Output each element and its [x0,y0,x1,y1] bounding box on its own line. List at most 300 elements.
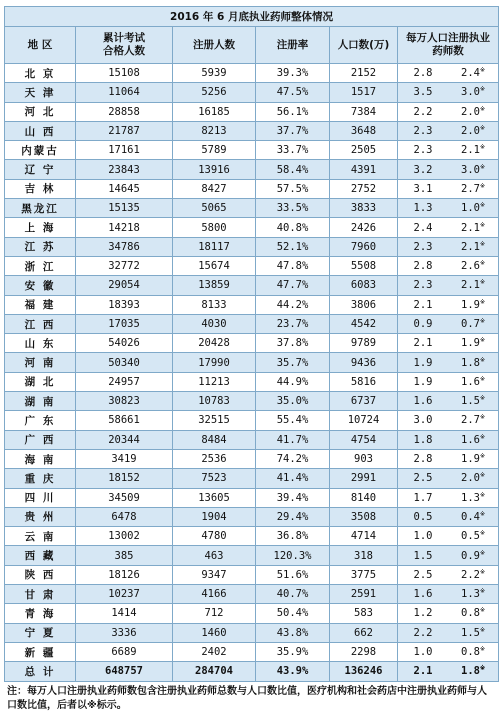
table-row [5,565,499,584]
cell-passed: 29054 [76,276,173,295]
cell-rate: 29.4% [256,507,330,526]
per-10k-total-value: 1.9 [413,356,433,369]
cell-region: 新 疆 [5,642,76,661]
cell-population: 583 [330,604,398,623]
marked-value-text: 1.5 [461,626,480,639]
cell-per-10k [398,469,499,488]
cell-population: 3648 [330,121,398,140]
marked-value-text: 1.3 [461,588,480,601]
cell-population: 318 [330,546,398,565]
marked-value-text: 1.3 [461,491,480,504]
cell-rate: 37.8% [256,334,330,353]
per-10k-marked-value [458,414,488,426]
per-10k-total-value: 1.6 [413,395,433,408]
footnote: 注：每万人口注册执业药师数包含注册执业药师总数与人口数比值，医疗机构和社会药店中注册执业药师与人口数比值，后者以※标示。 [7,685,487,711]
cell-registered: 284704 [173,662,256,681]
cell-population: 10724 [330,411,398,430]
cell-per-10k [398,642,499,661]
per-10k-marked-value [458,299,488,311]
cell-registered: 8213 [173,121,256,140]
cell-registered: 4030 [173,314,256,333]
marked-symbol: ※ [479,433,486,441]
table-row [5,527,499,546]
table-row [5,392,499,411]
cell-rate: 43.8% [256,623,330,642]
cell-registered: 8484 [173,430,256,449]
cell-population: 3833 [330,199,398,218]
cell-region: 辽 宁 [5,160,76,179]
cell-per-10k [398,623,499,642]
marked-value-text: 0.9 [461,549,480,562]
cell-region: 湖 北 [5,372,76,391]
table-row [5,295,499,314]
marked-value-text: 2.4 [461,67,480,80]
table-row [5,64,499,83]
cell-rate: 40.8% [256,218,330,237]
cell-registered: 1904 [173,507,256,526]
cell-rate: 37.7% [256,121,330,140]
cell-rate: 47.8% [256,256,330,275]
per-10k-total-value: 0.5 [413,510,433,523]
table-row [5,623,499,642]
marked-value-text: 2.1 [461,144,480,157]
cell-rate: 50.4% [256,604,330,623]
cell-population: 2505 [330,141,398,160]
table-row [5,353,499,372]
cell-registered: 8427 [173,179,256,198]
cell-region: 江 西 [5,314,76,333]
per-10k-total-value: 2.1 [413,665,433,678]
marked-value-text: 2.0 [461,125,480,138]
table-row [5,199,499,218]
cell-passed: 24957 [76,372,173,391]
per-10k-marked-value [458,530,488,542]
marked-symbol: ※ [479,626,486,634]
cell-registered: 13605 [173,488,256,507]
table-row [5,372,499,391]
cell-rate: 41.4% [256,469,330,488]
cell-per-10k [398,392,499,411]
marked-symbol: ※ [479,394,486,402]
per-10k-total-value: 3.0 [413,414,433,427]
cell-population: 2298 [330,642,398,661]
per-10k-marked-value [458,164,488,176]
marked-symbol: ※ [479,143,486,151]
cell-registered: 2402 [173,642,256,661]
per-10k-total-value: 3.5 [413,86,433,99]
cell-rate: 57.5% [256,179,330,198]
cell-per-10k [398,662,499,681]
table-row [5,411,499,430]
per-10k-total-value: 2.8 [413,453,433,466]
cell-passed: 30823 [76,392,173,411]
cell-passed: 14218 [76,218,173,237]
cell-registered: 15674 [173,256,256,275]
cell-registered: 2536 [173,449,256,468]
marked-value-text: 0.7 [461,318,480,330]
cell-per-10k [398,199,499,218]
cell-region: 江 苏 [5,237,76,256]
per-10k-marked-value [458,67,488,79]
cell-region: 浙 江 [5,256,76,275]
per-10k-marked-value [458,627,488,639]
marked-value-text: 2.0 [461,105,480,118]
per-10k-total-value: 2.3 [413,144,433,157]
cell-per-10k [398,507,499,526]
cell-passed: 15135 [76,199,173,218]
cell-rate: 35.9% [256,642,330,661]
per-10k-total-value: 2.3 [413,240,433,253]
cell-per-10k [398,334,499,353]
cell-population: 5816 [330,372,398,391]
per-10k-total-value: 1.0 [413,530,433,543]
header-region: 地 区 [5,27,76,64]
marked-symbol: ※ [479,471,486,479]
cell-rate: 23.7% [256,314,330,333]
cell-per-10k [398,372,499,391]
table-row [5,488,499,507]
per-10k-marked-value [458,357,488,369]
cell-population: 2591 [330,585,398,604]
pharmacist-table [4,6,499,682]
table-row [5,276,499,295]
cell-rate: 74.2% [256,449,330,468]
header-rate: 注册率 [256,27,330,64]
cell-population: 662 [330,623,398,642]
table-row [5,121,499,140]
cell-region: 四 川 [5,488,76,507]
cell-per-10k [398,179,499,198]
header-per-10k: 每万人口注册执业 药师数 [398,27,499,64]
cell-passed: 18152 [76,469,173,488]
cell-per-10k [398,546,499,565]
marked-value-text: 2.1 [461,279,480,292]
cell-passed: 11064 [76,83,173,102]
cell-region: 天 津 [5,83,76,102]
marked-value-text: 0.8 [461,607,480,620]
marked-symbol: ※ [479,201,486,209]
cell-per-10k [398,314,499,333]
cell-region: 陕 西 [5,565,76,584]
cell-region: 贵 州 [5,507,76,526]
cell-region: 福 建 [5,295,76,314]
per-10k-marked-value [458,472,488,484]
cell-per-10k [398,585,499,604]
cell-region: 甘 肃 [5,585,76,604]
cell-region: 云 南 [5,527,76,546]
header-population: 人口数(万) [330,27,398,64]
cell-registered: 4780 [173,527,256,546]
per-10k-total-value: 0.9 [413,318,433,330]
marked-symbol: ※ [479,336,486,344]
marked-value-text: 3.0 [461,86,480,99]
cell-per-10k [398,527,499,546]
cell-passed: 15108 [76,64,173,83]
cell-per-10k [398,488,499,507]
cell-per-10k [398,295,499,314]
marked-symbol: ※ [479,240,486,248]
per-10k-total-value: 2.1 [413,298,433,311]
marked-value-text: 1.9 [461,298,480,311]
cell-population: 9789 [330,334,398,353]
per-10k-marked-value [458,125,488,137]
marked-value-text: 1.6 [461,375,480,388]
per-10k-total-value: 1.6 [413,588,433,601]
per-10k-marked-value [458,434,488,446]
per-10k-marked-value [458,395,488,407]
cell-rate: 56.1% [256,102,330,121]
cell-per-10k [398,218,499,237]
cell-per-10k [398,237,499,256]
marked-value-text: 1.9 [461,337,480,350]
per-10k-marked-value [458,279,488,291]
per-10k-marked-value [458,376,488,388]
per-10k-marked-value [458,241,488,253]
marked-symbol: ※ [479,664,486,672]
marked-symbol: ※ [479,105,486,113]
cell-registered: 20428 [173,334,256,353]
table-row [5,642,499,661]
cell-passed: 28858 [76,102,173,121]
cell-region: 黑龙江 [5,199,76,218]
table-row [5,237,499,256]
cell-region: 海 南 [5,449,76,468]
cell-registered: 5939 [173,64,256,83]
cell-rate: 47.5% [256,83,330,102]
cell-per-10k [398,565,499,584]
table-row [5,334,499,353]
per-10k-marked-value [458,222,488,234]
cell-region: 上 海 [5,218,76,237]
per-10k-total-value: 1.5 [413,549,433,562]
cell-passed: 54026 [76,334,173,353]
marked-value-text: 3.0 [461,163,480,176]
marked-value-text: 0.8 [461,646,480,659]
per-10k-marked-value [458,569,488,581]
per-10k-total-value: 1.0 [413,646,433,659]
cell-population: 2991 [330,469,398,488]
per-10k-total-value: 2.3 [413,125,433,138]
per-10k-total-value: 2.8 [413,67,433,80]
marked-value-text: 2.6 [461,260,480,273]
table-row [5,314,499,333]
cell-passed: 50340 [76,353,173,372]
cell-population: 4754 [330,430,398,449]
marked-symbol: ※ [479,66,486,74]
cell-passed: 6478 [76,507,173,526]
marked-symbol: ※ [479,606,486,614]
cell-rate: 33.5% [256,199,330,218]
cell-registered: 5789 [173,141,256,160]
cell-registered: 9347 [173,565,256,584]
per-10k-marked-value [458,183,488,195]
marked-value-text: 1.6 [461,433,480,446]
cell-population: 136246 [330,662,398,681]
table-row [5,160,499,179]
cell-registered: 463 [173,546,256,565]
cell-rate: 41.7% [256,430,330,449]
marked-symbol: ※ [479,298,486,306]
cell-rate: 36.8% [256,527,330,546]
cell-passed: 20344 [76,430,173,449]
marked-symbol: ※ [479,645,486,653]
cell-population: 8140 [330,488,398,507]
cell-registered: 16185 [173,102,256,121]
per-10k-total-value: 1.2 [413,607,433,620]
cell-registered: 1460 [173,623,256,642]
per-10k-marked-value [458,260,488,272]
marked-value-text: 2.1 [461,221,480,234]
marked-symbol: ※ [479,163,486,171]
cell-region: 河 北 [5,102,76,121]
per-10k-total-value: 2.1 [413,337,433,350]
cell-region: 宁 夏 [5,623,76,642]
cell-registered: 8133 [173,295,256,314]
header-passed: 累计考试 合格人数 [76,27,173,64]
marked-symbol: ※ [479,356,486,364]
cell-per-10k [398,276,499,295]
cell-per-10k [398,160,499,179]
marked-symbol: ※ [479,375,486,383]
table-row [5,469,499,488]
per-10k-total-value: 1.8 [413,433,433,446]
per-10k-total-value: 3.2 [413,163,433,176]
cell-registered: 4166 [173,585,256,604]
marked-value-text: 0.5 [461,530,480,543]
table-row [5,585,499,604]
table-row [5,546,499,565]
marked-value-text: 2.7 [461,182,480,195]
marked-symbol: ※ [479,259,486,267]
cell-passed: 34509 [76,488,173,507]
per-10k-marked-value [458,665,488,677]
cell-population: 1517 [330,83,398,102]
marked-symbol: ※ [479,510,486,518]
marked-value-text: 2.2 [461,568,480,581]
marked-symbol: ※ [479,568,486,576]
cell-registered: 5065 [173,199,256,218]
per-10k-marked-value [458,106,488,118]
marked-value-text: 1.9 [461,453,480,466]
table-row [5,507,499,526]
marked-symbol: ※ [479,317,486,325]
cell-population: 7960 [330,237,398,256]
marked-value-text: 2.0 [461,472,480,485]
cell-passed: 648757 [76,662,173,681]
cell-registered: 13859 [173,276,256,295]
marked-value-text: 1.8 [461,665,480,678]
cell-rate: 52.1% [256,237,330,256]
marked-symbol: ※ [479,278,486,286]
cell-population: 6737 [330,392,398,411]
cell-rate: 47.7% [256,276,330,295]
marked-symbol: ※ [479,549,486,557]
per-10k-total-value: 2.8 [413,260,433,273]
cell-registered: 712 [173,604,256,623]
cell-region: 重 庆 [5,469,76,488]
cell-population: 5508 [330,256,398,275]
per-10k-marked-value [458,550,488,562]
cell-population: 2152 [330,64,398,83]
cell-registered: 5800 [173,218,256,237]
cell-region: 湖 南 [5,392,76,411]
cell-region: 广 西 [5,430,76,449]
cell-region: 吉 林 [5,179,76,198]
cell-rate: 44.9% [256,372,330,391]
cell-population: 7384 [330,102,398,121]
cell-per-10k [398,430,499,449]
per-10k-marked-value [458,337,488,349]
marked-symbol: ※ [479,452,486,460]
per-10k-total-value: 3.1 [413,182,433,195]
cell-per-10k [398,604,499,623]
per-10k-marked-value [458,202,488,214]
cell-rate: 120.3% [256,546,330,565]
cell-registered: 11213 [173,372,256,391]
cell-passed: 1414 [76,604,173,623]
per-10k-total-value: 2.3 [413,279,433,292]
marked-value-text: 1.5 [461,395,480,408]
cell-passed: 18126 [76,565,173,584]
cell-passed: 17161 [76,141,173,160]
table-title: 2016 年 6 月底执业药师整体情况 [5,7,499,27]
table-row [5,430,499,449]
cell-population: 4714 [330,527,398,546]
cell-rate: 44.2% [256,295,330,314]
cell-registered: 10783 [173,392,256,411]
cell-per-10k [398,121,499,140]
per-10k-total-value: 2.5 [413,472,433,485]
table-row [5,83,499,102]
cell-rate: 39.4% [256,488,330,507]
cell-passed: 21787 [76,121,173,140]
cell-per-10k [398,141,499,160]
cell-region: 河 南 [5,353,76,372]
per-10k-marked-value [458,86,488,98]
cell-region: 广 东 [5,411,76,430]
cell-passed: 18393 [76,295,173,314]
cell-region: 山 西 [5,121,76,140]
cell-registered: 7523 [173,469,256,488]
cell-rate: 33.7% [256,141,330,160]
cell-population: 3508 [330,507,398,526]
per-10k-total-value: 2.2 [413,105,433,118]
cell-rate: 35.0% [256,392,330,411]
per-10k-marked-value [458,607,488,619]
cell-region: 北 京 [5,64,76,83]
cell-population: 4391 [330,160,398,179]
cell-passed: 14645 [76,179,173,198]
cell-population: 2426 [330,218,398,237]
marked-symbol: ※ [479,182,486,190]
table-row [5,449,499,468]
cell-region: 青 海 [5,604,76,623]
cell-population: 9436 [330,353,398,372]
cell-per-10k [398,256,499,275]
cell-rate: 39.3% [256,64,330,83]
cell-per-10k [398,64,499,83]
cell-passed: 23843 [76,160,173,179]
cell-passed: 13002 [76,527,173,546]
header-registered: 注册人数 [173,27,256,64]
per-10k-total-value: 2.2 [413,626,433,639]
marked-symbol: ※ [479,124,486,132]
per-10k-marked-value [458,492,488,504]
marked-value-text: 1.8 [461,356,480,369]
cell-passed: 58661 [76,411,173,430]
per-10k-marked-value [458,511,488,523]
cell-population: 2752 [330,179,398,198]
